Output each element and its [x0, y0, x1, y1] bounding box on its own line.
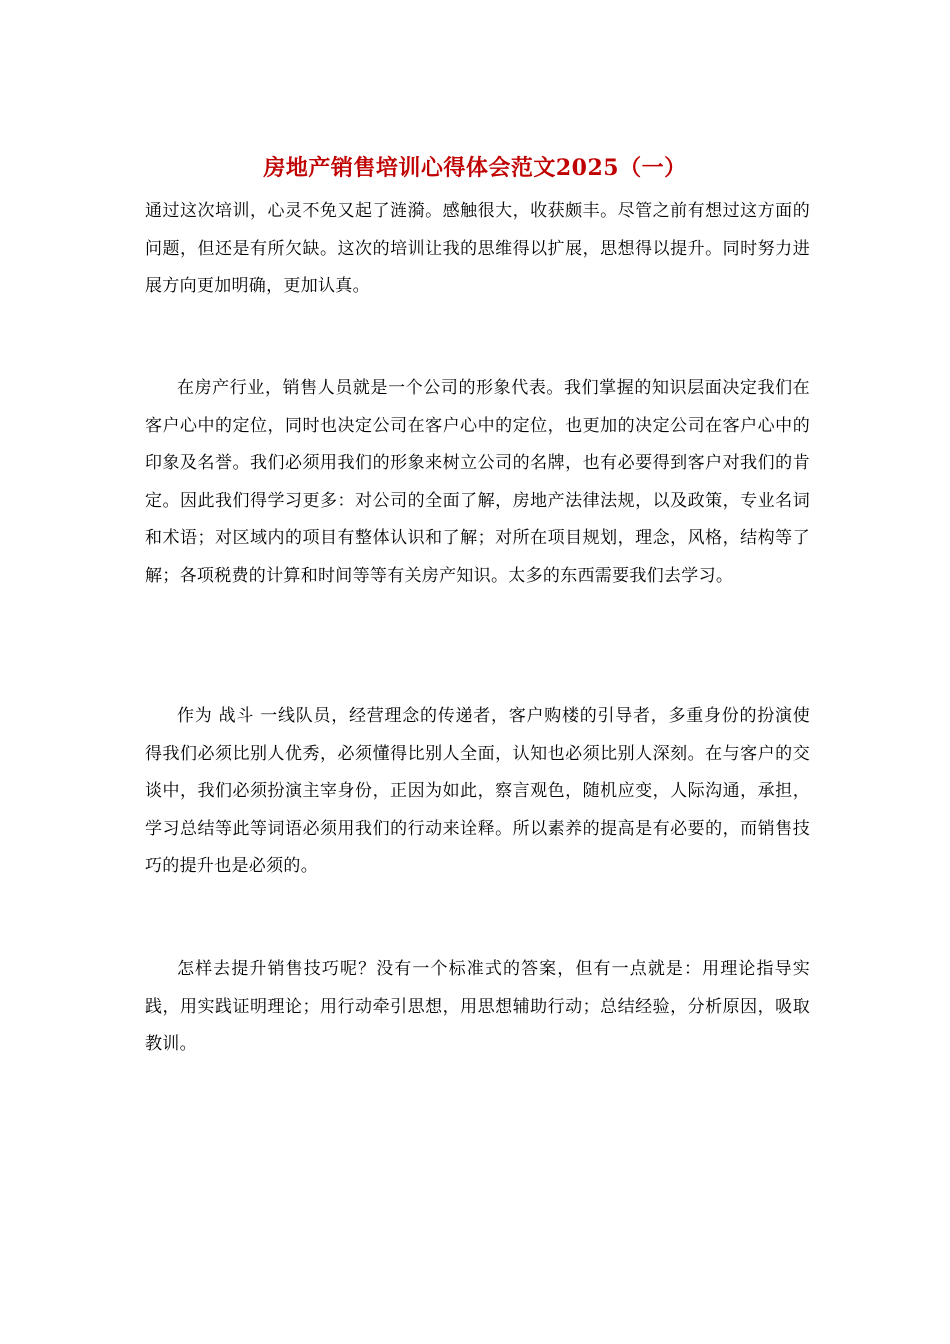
paragraph-1: 通过这次培训，心灵不免又起了涟漪。感触很大，收获颇丰。尽管之前有想过这方面的问题，但还是有所欠缺。这次的培训让我的思维得以扩展，思想得以提升。同时努力进展方向更加明确，更加认真。: [145, 201, 810, 297]
document-title: 房地产销售培训心得体会范文2025（一）: [263, 155, 687, 181]
paragraph-3: 作为 战斗 一线队员，经营理念的传递者，客户购楼的引导者，多重身份的扮演使得我们必须比别人优秀，必须懂得比别人全面，认知也必须比别人深刻。在与客户的交谈中，我们必须扮演主宰身份，正因为如此，察言观色，随机应变，人际沟通，承担，学习总结等此等词语必须用我们的行动来诠释。所以素养的提高是有必要的，而销售技巧的提升也是必须的。: [145, 706, 810, 877]
paragraph-2: 在房产行业，销售人员就是一个公司的形象代表。我们掌握的知识层面决定我们在客户心中的定位，同时也决定公司在客户心中的定位，也更加的决定公司在客户心中的印象及名誉。我们必须用我们的形象来树立公司的名牌，也有必要得到客户对我们的肯定。因此我们得学习更多：对公司的全面了解，房地产法律法规，以及政策，专业名词和术语；对区域内的项目有整体认识和了解；对所在项目规划，理念，风格，结构等了解；各项税费的计算和时间等等有关房产知识。太多的东西需要我们去学习。: [145, 378, 810, 586]
paragraph-4: 怎样去提升销售技巧呢？没有一个标准式的答案，但有一点就是：用理论指导实践，用实践证明理论；用行动牵引思想，用思想辅助行动；总结经验，分析原因，吸取教训。: [145, 959, 810, 1055]
